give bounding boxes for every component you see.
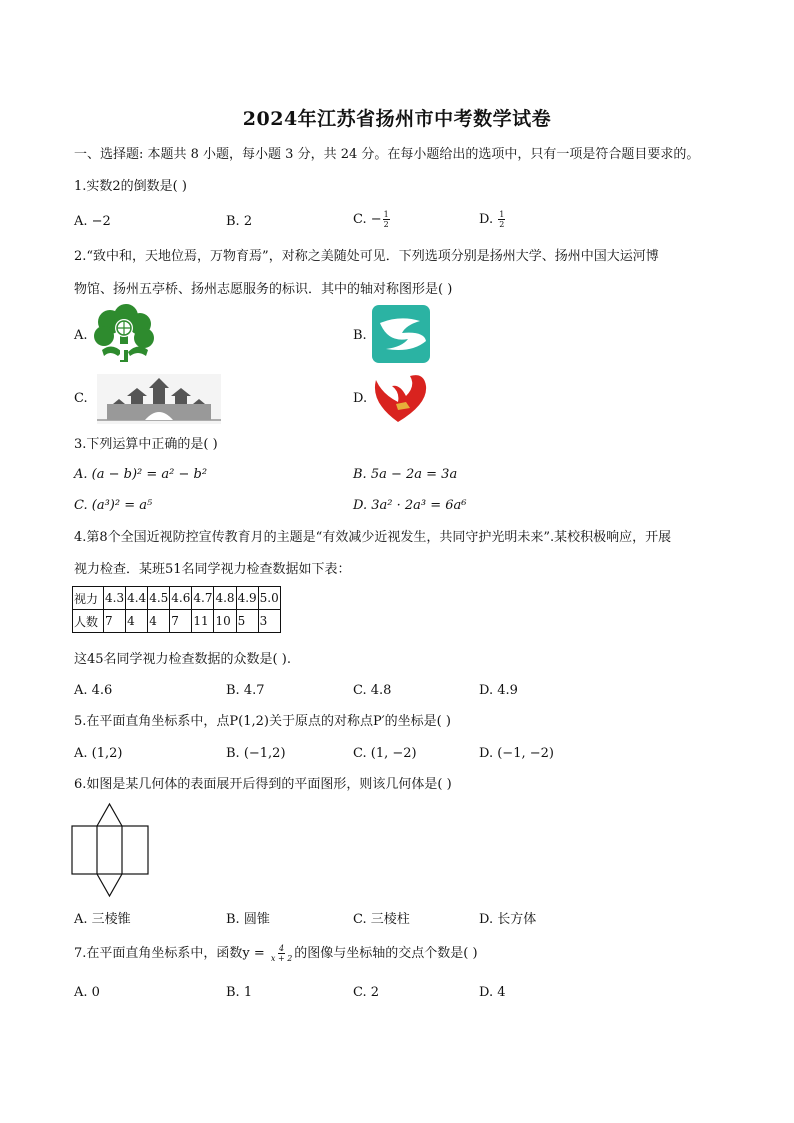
q7-option-b[interactable]: B. 1 <box>226 985 253 1000</box>
q3-option-d[interactable]: D. 3a² · 2a³ = 6a⁶ <box>353 498 467 513</box>
table-cell: 视力 <box>73 587 104 610</box>
table-cell: 7 <box>104 610 126 633</box>
q7-stem-post: 的图像与坐标轴的交点个数是( ) <box>294 946 478 961</box>
q5-option-d[interactable]: D. (−1, −2) <box>479 746 554 761</box>
q4-option-c[interactable]: C. 4.8 <box>353 683 392 698</box>
q5-option-c[interactable]: C. (1, −2) <box>353 746 417 761</box>
q7-stem <box>74 944 478 963</box>
q1-stem: 1.实数2的倒数是( ) <box>74 179 187 194</box>
q2-option-b[interactable]: B. <box>353 328 367 343</box>
q1-option-c[interactable] <box>353 210 391 229</box>
q2-line1: 2.“致中和，天地位焉，万物育焉”，对称之美随处可见．下列选项分别是扬州大学、扬州中国大运河博 <box>74 249 659 264</box>
q1-option-c-fraction: $\frac{1}{2}$ <box>383 210 389 229</box>
section-header: 一、选择题: 本题共 8 小题，每小题 3 分，共 24 分。在每小题给出的选项中，只有一项是符合题目要求的。 <box>74 147 700 162</box>
q6-option-d[interactable]: D. 长方体 <box>479 912 537 927</box>
table-cell: 11 <box>192 610 214 633</box>
table-cell: 4 <box>126 610 148 633</box>
q3-stem: 3.下列运算中正确的是( ) <box>74 437 218 452</box>
yangzhou-university-logo-icon <box>88 304 158 366</box>
table-cell: 4 <box>148 610 170 633</box>
q7-option-a[interactable]: A. 0 <box>74 985 100 1000</box>
table-cell: 4.8 <box>214 587 236 610</box>
q7-stem-pre: 7.在平面直角坐标系中，函数y = <box>74 946 269 961</box>
five-pavilion-bridge-logo-icon <box>97 374 221 424</box>
table-cell: 10 <box>214 610 236 633</box>
q1-option-d-prefix: D. <box>479 212 498 227</box>
q1-option-c-prefix: C. − <box>353 212 382 227</box>
q4-line3: 这45名同学视力检查数据的众数是( ). <box>74 652 291 667</box>
q6-option-b[interactable]: B. 圆锥 <box>226 912 270 927</box>
q5-stem: 5.在平面直角坐标系中，点P(1,2)关于原点的对称点P′的坐标是( ) <box>74 714 451 729</box>
table-cell: 4.6 <box>170 587 192 610</box>
table-row-vision <box>73 587 281 610</box>
q6-stem: 6.如图是某几何体的表面展开后得到的平面图形，则该几何体是( ) <box>74 777 452 792</box>
q7-option-d[interactable]: D. 4 <box>479 985 506 1000</box>
table-cell: 7 <box>170 610 192 633</box>
q3-option-a[interactable]: A. (a − b)² = a² − b² <box>74 467 208 482</box>
vision-data-table <box>72 586 281 633</box>
q4-option-a[interactable]: A. 4.6 <box>74 683 113 698</box>
q6-option-c[interactable]: C. 三棱柱 <box>353 912 410 927</box>
q2-option-d[interactable]: D. <box>353 391 368 406</box>
q1-option-d[interactable] <box>479 210 506 229</box>
q4-line2: 视力检查．某班51名同学视力检查数据如下表： <box>74 562 351 577</box>
grand-canal-museum-logo-icon <box>372 305 430 363</box>
prism-net-figure <box>70 800 152 898</box>
q4-option-b[interactable]: B. 4.7 <box>226 683 265 698</box>
q1-option-a[interactable]: A. −2 <box>74 214 111 229</box>
q5-option-a[interactable]: A. (1,2) <box>74 746 123 761</box>
table-cell: 人数 <box>73 610 104 633</box>
q7-option-c[interactable]: C. 2 <box>353 985 380 1000</box>
page-title: 2024年江苏省扬州市中考数学试卷 <box>242 108 552 130</box>
q2-line2: 物馆、扬州五亭桥、扬州志愿服务的标识．其中的轴对称图形是( ) <box>74 282 453 297</box>
table-cell: 4.7 <box>192 587 214 610</box>
q5-option-b[interactable]: B. (−1,2) <box>226 746 286 761</box>
table-cell: 3 <box>258 610 280 633</box>
volunteer-service-logo-icon <box>370 370 432 426</box>
q7-fraction: $\frac{4}{x + 2}$ <box>270 944 293 963</box>
table-row-count <box>73 610 281 633</box>
q4-option-d[interactable]: D. 4.9 <box>479 683 518 698</box>
q1-option-d-fraction: $\frac{1}{2}$ <box>499 210 505 229</box>
table-cell: 4.9 <box>236 587 258 610</box>
q1-option-b[interactable]: B. 2 <box>226 214 253 229</box>
q3-option-c[interactable]: C. (a³)² = a⁵ <box>74 498 153 513</box>
q4-line1: 4.第8个全国近视防控宣传教育月的主题是“有效减少近视发生，共同守护光明未来”.某校积极响应，开展 <box>74 530 672 545</box>
table-cell: 5.0 <box>258 587 280 610</box>
table-cell: 4.3 <box>104 587 126 610</box>
q3-option-b[interactable]: B. 5a − 2a = 3a <box>353 467 458 482</box>
table-cell: 5 <box>236 610 258 633</box>
q6-option-a[interactable]: A. 三棱锥 <box>74 912 131 927</box>
q2-option-a[interactable]: A. <box>74 328 88 343</box>
table-cell: 4.4 <box>126 587 148 610</box>
q2-option-c[interactable]: C. <box>74 391 88 406</box>
table-cell: 4.5 <box>148 587 170 610</box>
